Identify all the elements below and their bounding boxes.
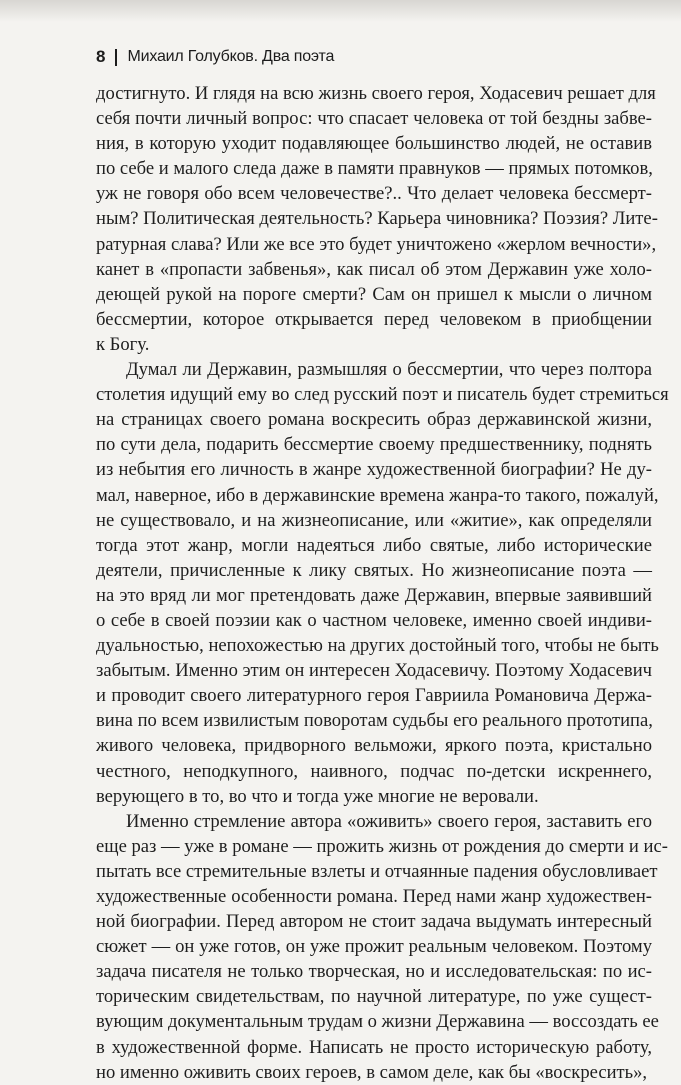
page-top-shadow <box>0 0 681 22</box>
text-line: о себе в своей поэзии как о частном человеке, именно своей индиви- <box>96 609 652 631</box>
text-line: на страницах своего романа воскресить образ державинской жизни, <box>96 409 652 431</box>
text-line: художественные особенности романа. Перед нами жанр художествен- <box>96 886 652 907</box>
text-line: не существовало, и на жизнеописание, или «житие», как определяли <box>96 509 652 531</box>
text-line: из небытия его личность в жанре художественной биографии? Не ду- <box>96 459 652 481</box>
text-line: себя почти личный вопрос: что спасает человека от той бездны забве- <box>96 108 652 130</box>
text-line: канет в «пропасти забвенья», как писал об этом Державин уже холо- <box>96 258 652 280</box>
text-line: Именно стремление автора «оживить» своего героя, заставить его <box>126 810 652 832</box>
text-line: деятели, причисленные к лику святых. Но жизнеописание поэта — <box>96 559 652 581</box>
text-line: вина по всем извилистым поворотам судьбы его реального прототипа, <box>96 710 653 732</box>
text-line: сюжет — он уже готов, он уже прожит реальным человеком. Поэтому <box>96 936 652 958</box>
paragraph <box>96 81 658 357</box>
text-line: но именно оживить своих героев, в самом деле, как бы «воскресить», <box>96 1061 648 1083</box>
text-line: ратурная слава? Или же все это будет уничтожено «жерлом вечности», <box>96 233 657 255</box>
text-line: по себе и малого следа даже в памяти правнуков — прямых потомков, <box>96 158 653 180</box>
running-header <box>96 46 334 68</box>
text-line: живого человека, придворного вельможи, яркого поэта, кристально <box>96 735 652 757</box>
text-line: забытым. Именно этим он интересен Ходасевичу. Поэтому Ходасевич <box>96 660 652 682</box>
text-line: бессмертии, которое открывается перед человеком в приобщении <box>96 308 652 330</box>
header-separator <box>115 49 117 66</box>
text-line: уж не говоря обо всем человечестве?.. Что делает человека бессмерт- <box>96 183 652 205</box>
body-text <box>96 81 669 1085</box>
text-line: на это вряд ли мог претендовать даже Державин, впервые заявивший <box>96 584 652 606</box>
paragraph <box>96 809 668 1085</box>
text-line: честного, неподкупного, наивного, подчас по-детски искреннего, <box>96 760 652 782</box>
page-number: 8 <box>96 47 106 66</box>
text-line: мал, наверное, ибо в державинские времена жанра-то такого, пожалуй, <box>96 484 659 506</box>
text-line: тогда этот жанр, могли надеяться либо святые, либо исторические <box>96 534 652 556</box>
text-line: дуальностью, непохожестью на других достойный того, чтобы не быть <box>96 635 659 657</box>
text-line: ной биографии. Перед автором не стоит задача выдумать интересный <box>96 911 652 933</box>
text-line: деющей рукой на пороге смерти? Сам он пришел к мысли о личном <box>96 283 652 305</box>
text-line: пытать все стремительные взлеты и отчаянные падения обусловливает <box>96 860 658 882</box>
text-line: и проводит своего литературного героя Гавриила Романовича Держа- <box>96 685 652 707</box>
text-line: по сути дела, подарить бессмертие своему предшественнику, поднять <box>96 434 652 456</box>
text-line: ния, в которую уходит подавляющее большинство людей, не оставив <box>96 133 652 155</box>
text-line: торическим свидетельствам, по научной литературе, по уже сущест- <box>96 986 652 1008</box>
text-line: вующим документальным трудам о жизни Державина — воссоздать ее <box>96 1011 659 1033</box>
text-line: достигнуто. И глядя на всю жизнь своего героя, Ходасевич решает для <box>96 83 656 104</box>
text-line: верующего в то, во что и тогда уже многие не веровали. <box>96 785 539 807</box>
text-line: столетия идущий ему во след русский поэт и писатель будет стремиться <box>96 384 669 406</box>
running-title: Михаил Голубков. Два поэта <box>127 48 335 65</box>
paragraph <box>96 357 669 809</box>
text-line: Думал ли Державин, размышляя о бессмертии, что через полтора <box>126 359 652 381</box>
text-line: в художественной форме. Написать не просто историческую работу, <box>96 1036 652 1058</box>
text-line: еще раз — уже в романе — прожить жизнь от рождения до смерти и ис- <box>96 835 668 857</box>
text-line: ным? Политическая деятельность? Карьера чиновника? Поэзия? Лите- <box>96 208 658 230</box>
text-line: к Богу. <box>96 333 150 355</box>
text-line: задача писателя не только творческая, но и исследовательская: по ис- <box>96 961 652 983</box>
